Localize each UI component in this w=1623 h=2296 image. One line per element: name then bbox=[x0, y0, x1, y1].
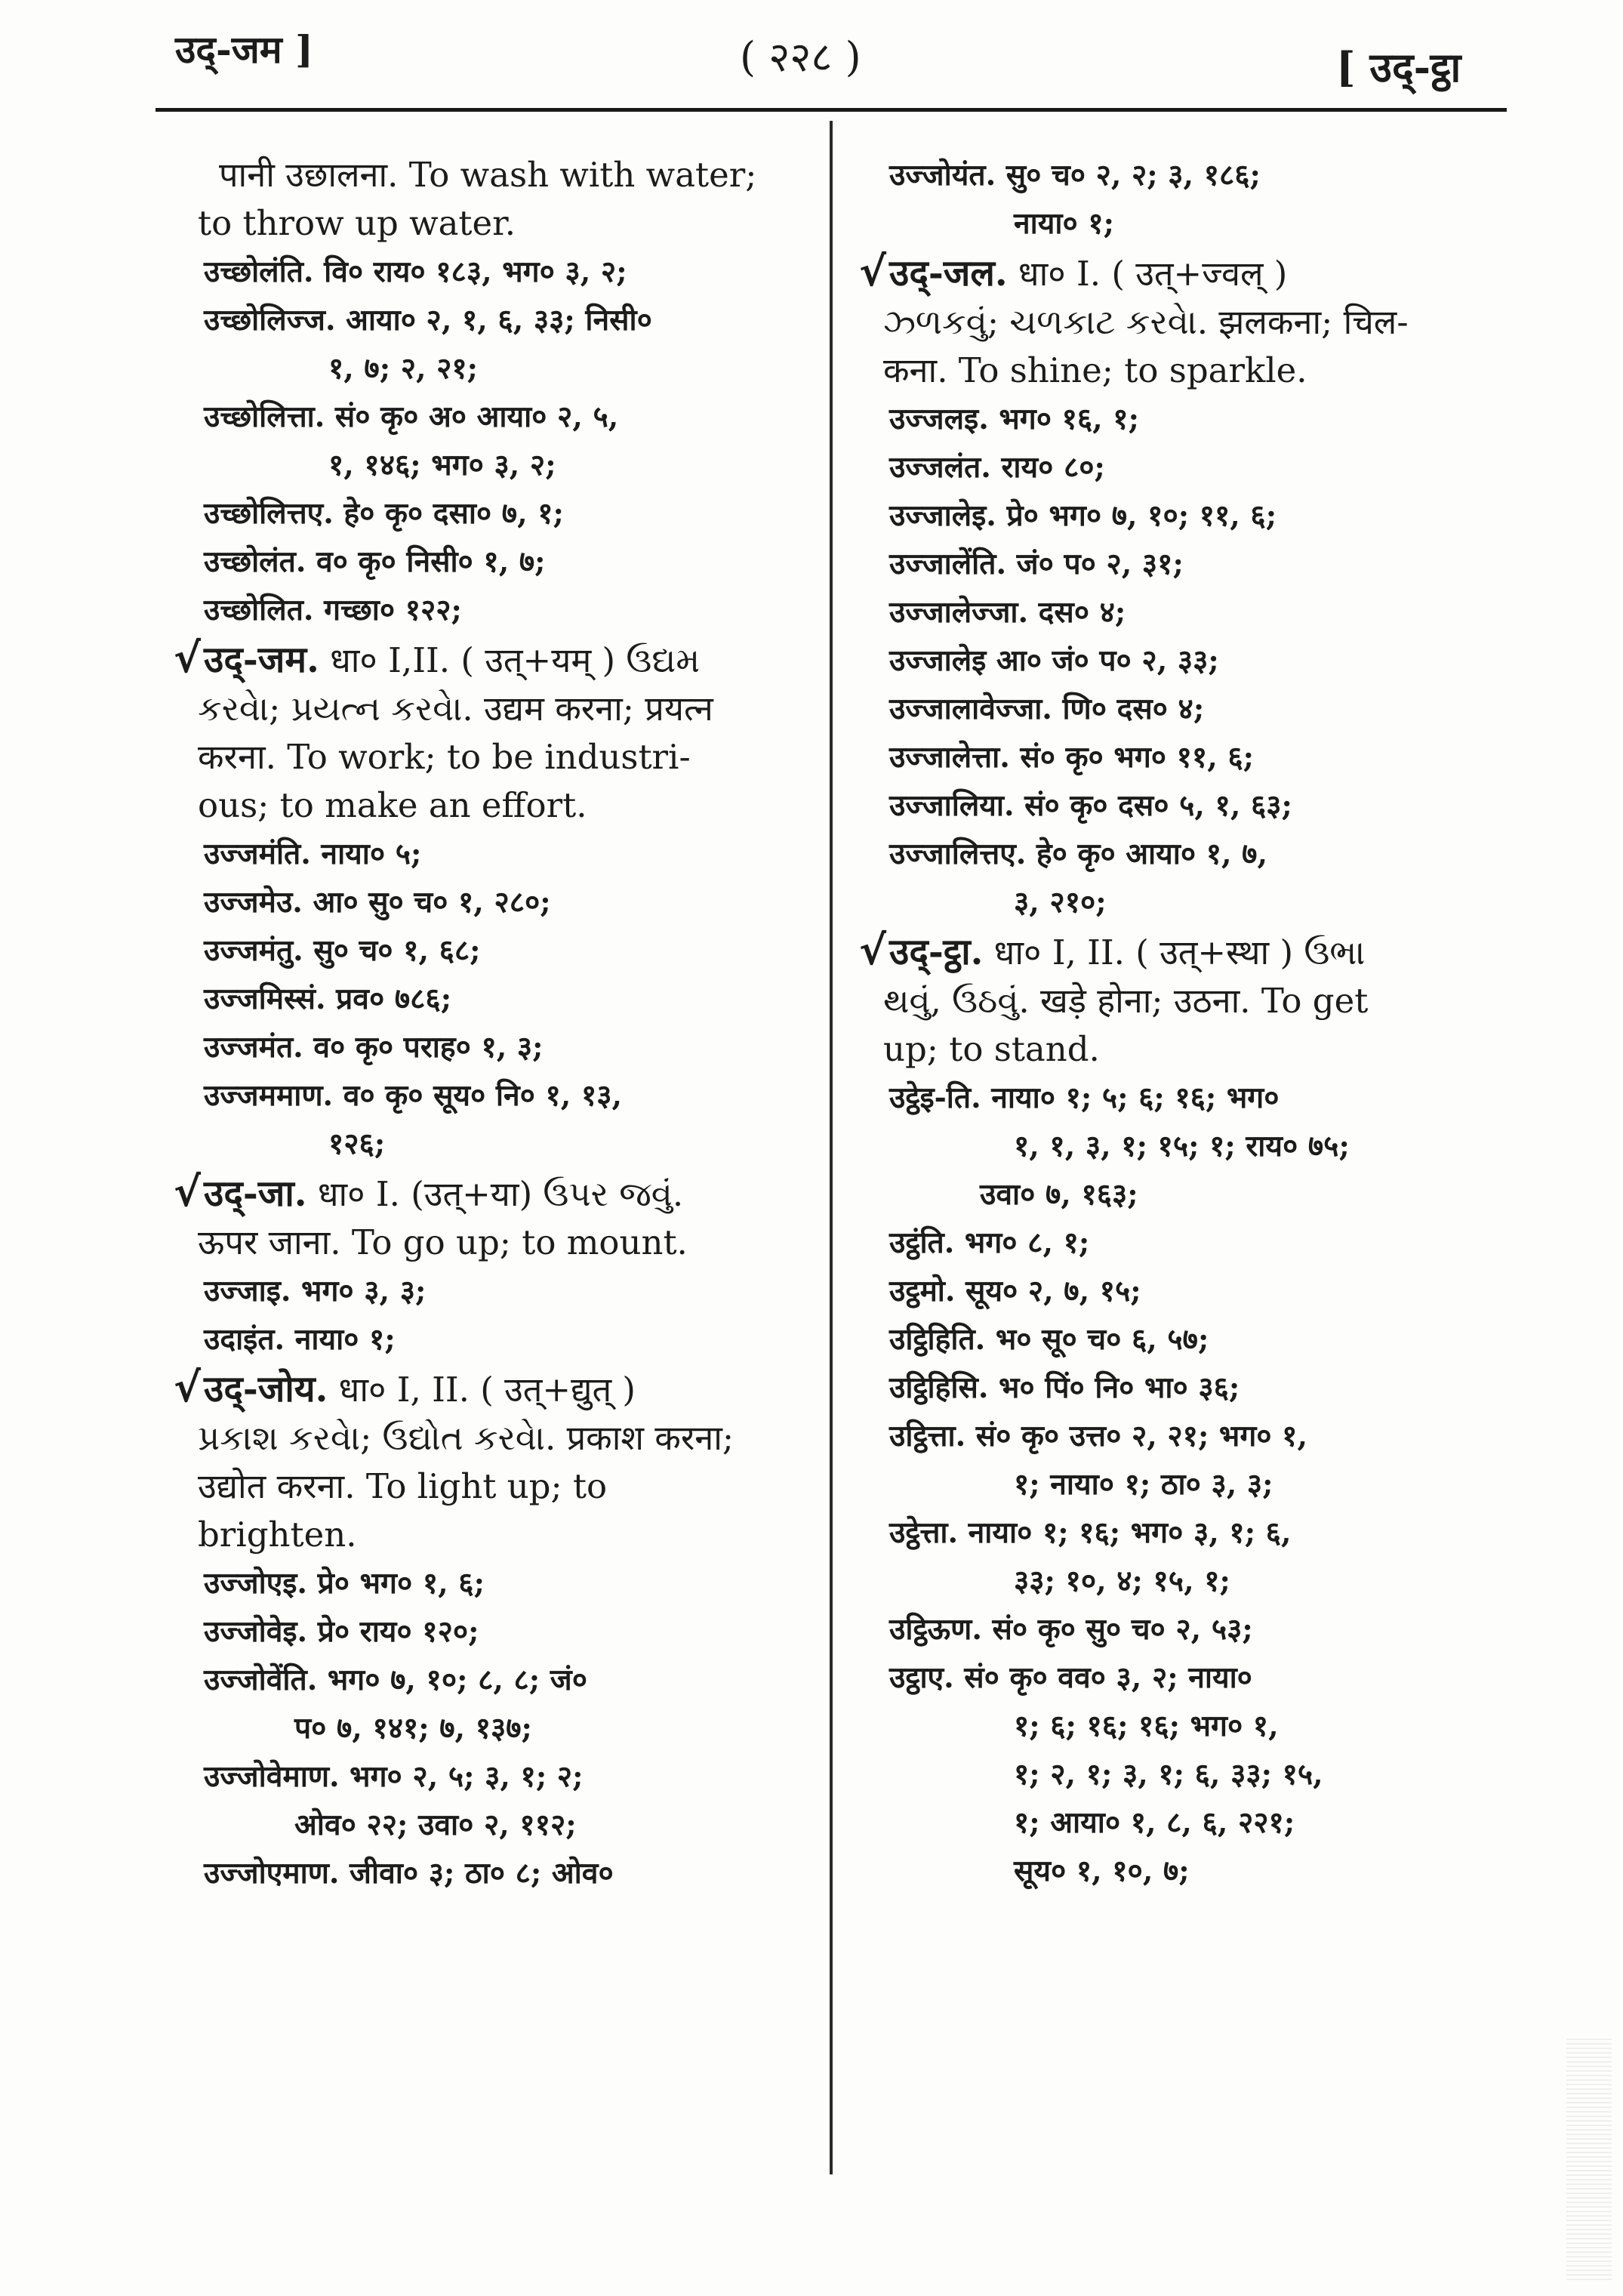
root-symbol-icon: √ bbox=[174, 634, 202, 682]
headword-line bbox=[159, 634, 804, 685]
definition-line: થવું, ઉઠવું. खड़े होना; उठना. To get bbox=[883, 981, 1369, 1021]
headword-grammar: धा० I. ( उत्+ज्वल् ) bbox=[1007, 254, 1288, 294]
form-entry: उज्जोयंत. सु० च० २, २; ३, १८६; bbox=[889, 158, 1261, 193]
page-number: ( २२८ ) bbox=[740, 33, 861, 81]
definition-line: to throw up water. bbox=[198, 203, 516, 243]
form-entry: उज्जोवेंति. भग० ७, १०; ८, ८; जं० bbox=[204, 1663, 587, 1697]
form-entry: उज्जालावेज्जा. णि० दस० ४; bbox=[889, 692, 1205, 726]
headword-grammar: धा० I,II. ( उत्+यम् ) ઉદ્યમ bbox=[319, 640, 701, 680]
definition-line: ऊपर जाना. To go up; to mount. bbox=[198, 1222, 688, 1262]
reference-continuation: १; आया० १, ८, ६, २२१; bbox=[1014, 1805, 1295, 1840]
form-entry: उज्जालेइ. प्रे० भग० ७, १०; ११, ६; bbox=[889, 498, 1277, 533]
form-entry: उट्ठित्ता. सं० कृ० उत्त० २, २१; भग० १, bbox=[889, 1419, 1308, 1453]
definition-line: પ્રકાશ કરવેા; ઉદ્યોત કરવેા. प्रकाश करना; bbox=[198, 1418, 735, 1458]
reference-continuation: १, १४६; भग० ३, २; bbox=[328, 448, 556, 482]
definition-line: पानी उछालना. To wash with water; bbox=[219, 155, 757, 195]
headword-line bbox=[159, 1364, 804, 1414]
root-symbol-icon: √ bbox=[174, 1364, 202, 1411]
form-entry: उच्छोलंति. वि० राय० १८३, भग० ३, २; bbox=[204, 254, 627, 289]
root-symbol-icon: √ bbox=[859, 926, 887, 974]
form-entry: उज्जमिस्सं. प्रव० ७८६; bbox=[204, 982, 452, 1016]
reference-continuation: १; नाया० १; ठा० ३, ३; bbox=[1014, 1467, 1273, 1502]
form-entry: उज्जमंति. नाया० ५; bbox=[204, 837, 422, 871]
headword: उद्-जोय. bbox=[204, 1368, 328, 1410]
form-entry: उच्छोलित्तए. हे० कृ० दसा० ७, १; bbox=[204, 496, 564, 531]
form-entry: उदाइंत. नाया० १; bbox=[204, 1322, 396, 1357]
form-entry: उज्जालिया. सं० कृ० दस० ५, १, ६३; bbox=[889, 788, 1292, 823]
form-entry: उट्ठिहिसि. भ० पिं० नि० भा० ३६; bbox=[889, 1370, 1240, 1405]
form-entry: उज्जालेइ आ० जं० प० २, ३३; bbox=[889, 643, 1219, 678]
left-column bbox=[159, 151, 804, 1897]
form-entry: उट्ठंति. भग० ८, १; bbox=[889, 1225, 1090, 1260]
definition-line: up; to stand. bbox=[883, 1029, 1100, 1069]
form-entry: उच्छोलंत. व० कृ० निसी० १, ७; bbox=[204, 544, 546, 579]
form-entry: उट्ठमो. सूय० २, ७, १५; bbox=[889, 1274, 1141, 1308]
form-entry: उट्ठेइ-ति. नाया० १; ५; ६; १६; भग० bbox=[889, 1080, 1280, 1115]
reference-continuation: ३३; १०, ४; १५, १; bbox=[1014, 1564, 1230, 1598]
reference-continuation: १२६; bbox=[328, 1126, 386, 1161]
form-entry: उज्जाइ. भग० ३, ३; bbox=[204, 1274, 427, 1308]
right-column bbox=[844, 151, 1501, 1895]
form-entry: उच्छोलित्ता. सं० कृ० अ० आया० २, ५, bbox=[204, 399, 619, 434]
root-symbol-icon: √ bbox=[859, 248, 887, 295]
reference-continuation: ओव० २२; उवा० २, ११२; bbox=[294, 1808, 577, 1842]
form-entry: उच्छोलित. गच्छा० १२२; bbox=[204, 593, 462, 627]
headword: उद्-जम. bbox=[204, 639, 319, 681]
definition-line: કરવેા; પ્રયત્ન કરવેા. उद्यम करना; प्रयत्न bbox=[198, 689, 713, 729]
running-head-right: [ उद्-ट्ठा bbox=[1336, 43, 1461, 91]
reference-continuation: १; ६; १६; १६; भग० १, bbox=[1014, 1709, 1279, 1743]
headword-grammar: धा० I. (उत्+या) ઉપર જવું. bbox=[306, 1174, 684, 1214]
reference-continuation: १, ७; २, २१; bbox=[328, 351, 479, 386]
reference-continuation: सूय० १, १०, ७; bbox=[1014, 1854, 1190, 1888]
headword: उद्-ट्ठा. bbox=[889, 931, 984, 973]
definition-line: ઝ્ળકવું; ચળકાટ કરવેા. झलकना; चिल- bbox=[883, 302, 1409, 342]
headword: उद्-जल. bbox=[889, 252, 1008, 294]
column-divider bbox=[830, 121, 833, 2174]
definition-line: brighten. bbox=[198, 1515, 357, 1555]
headword-line bbox=[159, 1168, 804, 1219]
form-entry: उज्जमंत. व० कृ० पराह० १, ३; bbox=[204, 1030, 544, 1065]
reference-continuation: ३, २१०; bbox=[1014, 885, 1107, 920]
form-entry: उज्जोएमाण. जीवा० ३; ठा० ८; ओव० bbox=[204, 1856, 614, 1891]
reference-continuation: नाया० १; bbox=[1014, 206, 1115, 241]
form-entry: उज्जमेउ. आ० सु० च० १, २८०; bbox=[204, 885, 551, 920]
headword: उद्-जा. bbox=[204, 1173, 307, 1215]
headword-grammar: धा० I, II. ( उत्+द्युत् ) bbox=[328, 1370, 636, 1410]
headword-line bbox=[844, 248, 1501, 298]
form-entry: उज्जोवेइ. प्रे० राय० १२०; bbox=[204, 1614, 479, 1649]
headword-line bbox=[844, 926, 1501, 977]
reference-continuation: १; २, १; ३, १; ६, ३३; १५, bbox=[1014, 1757, 1323, 1792]
form-entry: उट्ठेत्ता. नाया० १; १६; भग० ३, १; ६, bbox=[889, 1515, 1292, 1550]
form-entry: उट्ठाए. सं० कृ० वव० ३, २; नाया० bbox=[889, 1660, 1252, 1695]
form-entry: उज्जलइ. भग० १६, १; bbox=[889, 402, 1139, 436]
reference-continuation: १, १, ३, १; १५; १; राय० ७५; bbox=[1014, 1129, 1350, 1163]
header-rule bbox=[156, 108, 1507, 112]
reference-continuation: प० ७, १४१; ७, १३७; bbox=[294, 1711, 532, 1746]
form-entry: उज्जोवेमाण. भग० २, ५; ३, १; २; bbox=[204, 1759, 584, 1794]
definition-line: करना. To work; to be industri- bbox=[198, 737, 691, 777]
definition-line: उद्योत करना. To light up; to bbox=[198, 1466, 608, 1506]
form-entry: उट्ठिऊण. सं० कृ० सु० च० २, ५३; bbox=[889, 1612, 1253, 1647]
running-head-left: उद्-जम ] bbox=[175, 27, 313, 72]
headword-grammar: धा० I, II. ( उत्+स्था ) ઉભા bbox=[983, 932, 1366, 972]
page-header bbox=[0, 0, 1623, 121]
form-entry: उच्छोलिज्ज. आया० २, १, ६, ३३; निसी० bbox=[204, 303, 652, 337]
definition-line: कना. To shine; to sparkle. bbox=[883, 350, 1307, 390]
form-entry: उज्जोएइ. प्रे० भग० १, ६; bbox=[204, 1566, 485, 1601]
form-entry: उज्जालेज्जा. दस० ४; bbox=[889, 595, 1126, 630]
reference-continuation: उवा० ७, १६३; bbox=[980, 1177, 1138, 1212]
form-entry: उज्जममाण. व० कृ० सूय० नि० १, १३, bbox=[204, 1078, 623, 1113]
scan-edge-noise bbox=[1566, 2039, 1612, 2280]
form-entry: उट्ठिहिति. भ० सू० च० ६, ५७; bbox=[889, 1322, 1209, 1357]
form-entry: उज्जमंतु. सु० च० १, ६८; bbox=[204, 933, 481, 968]
form-entry: उज्जालेंति. जं० प० २, ३१; bbox=[889, 547, 1184, 581]
definition-line: ous; to make an effort. bbox=[198, 785, 587, 825]
root-symbol-icon: √ bbox=[174, 1168, 202, 1216]
form-entry: उज्जालित्तए. हे० कृ० आया० १, ७, bbox=[889, 837, 1268, 871]
form-entry: उज्जालेत्ता. सं० कृ० भग० ११, ६; bbox=[889, 740, 1255, 775]
form-entry: उज्जलंत. राय० ८०; bbox=[889, 450, 1105, 485]
